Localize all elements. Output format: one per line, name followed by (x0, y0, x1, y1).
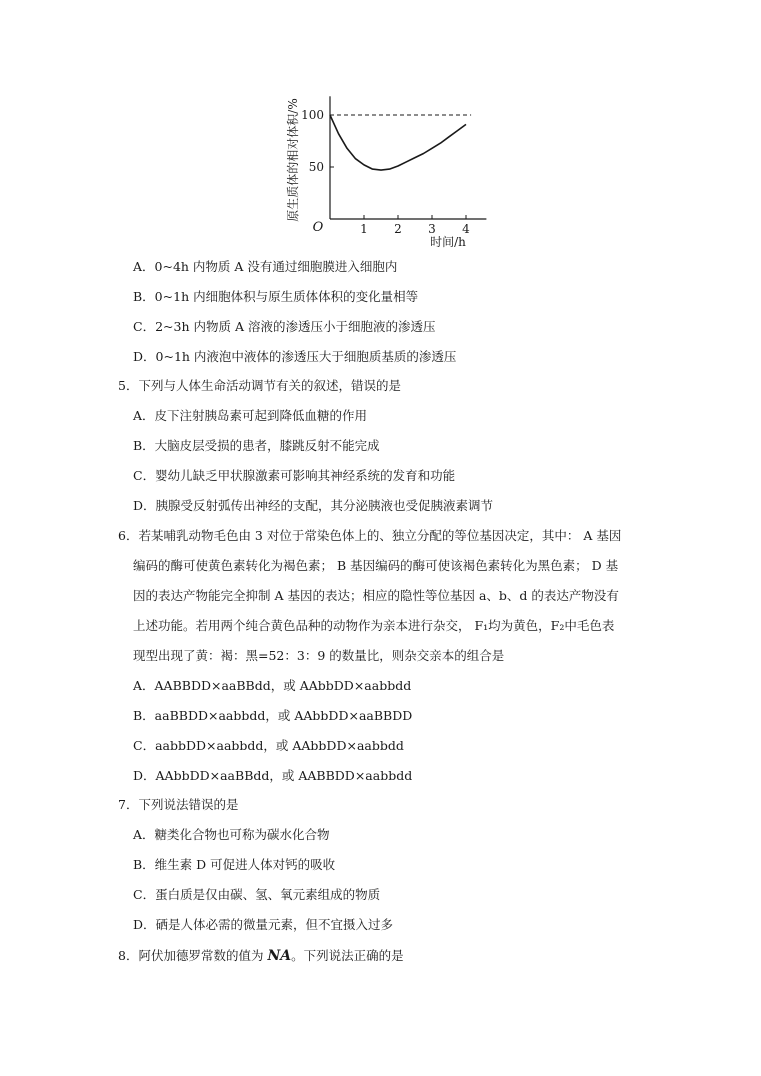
q5-option-c: C．婴幼儿缺乏甲状腺激素可影响其神经系统的发育和功能 (133, 468, 456, 483)
q6-option-a: A．AABBDD×aaBBdd，或 AAbbDD×aabbdd (133, 678, 412, 693)
q5-stem: 5．下列与人体生命活动调节有关的叙述，错误的是 (118, 378, 401, 393)
x-tick-label: 4 (462, 222, 470, 236)
q6-stem-line-5: 现型出现了黄：褐：黑=52：3：9 的数量比，则杂交亲本的组合是 (133, 648, 505, 663)
q7-option-b: B．维生素 D 可促进人体对钙的吸收 (133, 857, 336, 872)
x-tick-label: 3 (428, 222, 436, 236)
avogadro-symbol: NA (267, 948, 292, 964)
protoplast-volume-chart (280, 88, 500, 253)
x-tick-label: 1 (360, 222, 368, 236)
q6-option-d: D．AAbbDD×aaBBdd，或 AABBDD×aabbdd (133, 768, 413, 783)
volume-curve (330, 115, 466, 170)
q5-option-a: A．皮下注射胰岛素可起到降低血糖的作用 (133, 408, 368, 423)
q8-stem (118, 948, 404, 964)
q6-option-c: C．aabbDD×aabbdd，或 AAbbDD×aabbdd (133, 738, 404, 753)
q8-stem-after: 。下列说法正确的是 (291, 948, 404, 963)
q7-option-c: C．蛋白质是仅由碳、氢、氧元素组成的物质 (133, 887, 381, 902)
q5-option-b: B．大脑皮层受损的患者，膝跳反射不能完成 (133, 438, 380, 453)
q4-option-a: A．0~4h 内物质 A 没有通过细胞膜进入细胞内 (133, 259, 398, 274)
q6-stem-line-4: 上述功能。若用两个纯合黄色品种的动物作为亲本进行杂交， F₁均为黄色，F₂中毛色表 (133, 618, 615, 633)
q4-option-b: B．0~1h 内细胞体积与原生质体体积的变化量相等 (133, 289, 419, 304)
q7-option-a: A．糖类化合物也可称为碳水化合物 (133, 827, 330, 842)
q5-option-d: D．胰腺受反射弧传出神经的支配，其分泌胰液也受促胰液素调节 (133, 498, 494, 513)
y-tick-label: 100 (301, 108, 324, 122)
q6-option-b: B．aaBBDD×aabbdd，或 AAbbDD×aaBBDD (133, 708, 413, 723)
q6-stem-line-1: 6．若某哺乳动物毛色由 3 对位于常染色体上的、独立分配的等位基因决定，其中： A 基因 (118, 528, 622, 543)
q7-stem: 7．下列说法错误的是 (118, 797, 239, 812)
q8-stem-before: 8．阿伏加德罗常数的值为 (118, 948, 268, 963)
y-tick-label: 50 (308, 160, 324, 174)
q7-option-d: D．硒是人体必需的微量元素，但不宜摄入过多 (133, 917, 394, 932)
y-axis-label: 原生质体的相对体积/% (286, 98, 300, 222)
origin-label: O (312, 220, 324, 235)
q4-option-c: C．2~3h 内物质 A 溶液的渗透压小于细胞液的渗透压 (133, 319, 436, 334)
q6-stem-line-2: 编码的酶可使黄色素转化为褐色素； B 基因编码的酶可使该褐色素转化为黑色素； D 基 (133, 558, 619, 573)
q6-stem-line-3: 因的表达产物能完全抑制 A 基因的表达；相应的隐性等位基因 a、b、d 的表达产物没有 (133, 588, 619, 603)
x-axis-label: 时间/h (430, 235, 466, 249)
q4-option-d: D．0~1h 内液泡中液体的渗透压大于细胞质基质的渗透压 (133, 349, 457, 364)
x-tick-label: 2 (394, 222, 402, 236)
